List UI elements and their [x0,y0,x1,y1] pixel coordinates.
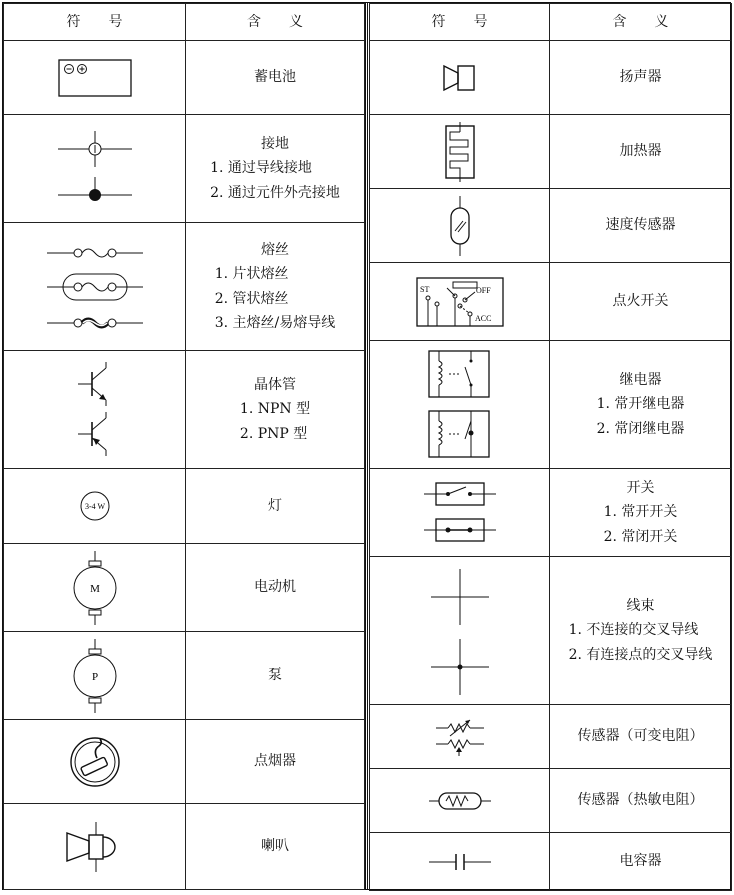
speed-sensor-icon [370,189,550,263]
capacitor-icon [370,833,550,891]
meaning-cell [186,544,365,632]
meaning-title: 熔丝 [261,241,289,258]
motor-symbol-text: M [89,582,100,595]
ignition-acc-label: ACC [474,313,491,323]
thermistor-icon [370,769,550,833]
heater-icon [370,115,550,189]
relay-icon [370,341,550,469]
table-row [4,223,365,351]
left-symbol-table [3,3,365,890]
meaning-item: 1. NPN 型 [239,401,311,418]
meaning-title: 点烟器 [254,753,296,770]
meaning-title: 点火开关 [612,293,669,310]
table-row [4,115,365,223]
meaning-title: 传感器（可变电阻） [577,728,704,745]
table-row [370,833,732,891]
meaning-cell [550,189,732,263]
battery-icon [4,41,186,115]
table-row [4,41,365,115]
meaning-item: 1. 常开继电器 [596,396,685,413]
meaning-title: 开关 [626,479,655,496]
meaning-title: 速度传感器 [605,217,676,234]
meaning-cell [186,632,365,720]
meaning-cell [550,557,732,705]
table-row [4,469,365,544]
meaning-item: 2. PNP 型 [239,425,308,442]
meaning-cell [186,115,365,223]
meaning-title: 加热器 [619,143,662,160]
switch-icon [370,469,550,557]
meaning-item: 2. 常闭继电器 [596,420,685,437]
table-row [370,769,732,833]
meaning-cell [550,115,732,189]
meaning-cell [550,341,732,469]
table-row [370,469,732,557]
right-symbol-table [369,3,732,891]
meaning-item: 1. 常开开关 [603,504,678,521]
wiring-icon [370,557,550,705]
meaning-item: 1. 通过导线接地 [210,160,312,177]
right-header-row [370,4,732,41]
meaning-cell [550,833,732,891]
meaning-title: 扬声器 [619,69,662,86]
meaning-cell [550,469,732,557]
meaning-cell [186,720,365,804]
pump-symbol-text: P [91,670,98,683]
motor-icon [4,544,186,632]
variable-resistor-icon [370,705,550,769]
pump-icon [4,632,186,720]
table-divider [365,2,368,890]
meaning-cell [550,263,732,341]
table-row [370,115,732,189]
meaning-title: 晶体管 [254,376,296,393]
table-row [4,351,365,469]
table-row [370,557,732,705]
meaning-title: 电容器 [619,853,662,870]
ignition-off-label: OFF [475,285,491,295]
meaning-item: 3. 主熔丝/易熔导线 [214,315,336,331]
meaning-item: 1. 片状熔丝 [214,266,289,282]
lamp-symbol-text: 3-4 W [84,502,105,511]
meaning-item: 2. 有连接点的交叉导线 [568,646,713,663]
left-header-row [4,4,365,41]
meaning-cell [186,223,365,351]
table-row [4,804,365,890]
meaning-title: 线束 [626,597,655,614]
meaning-cell [550,41,732,115]
horn-icon [4,804,186,890]
meaning-cell [186,469,365,544]
ignition-switch-icon [370,263,550,341]
meaning-item: 1. 不连接的交叉导线 [568,622,699,639]
meaning-cell [550,769,732,833]
table-row [370,263,732,341]
speaker-icon [370,41,550,115]
transistor-icon [4,351,186,469]
meaning-item: 2. 管状熔丝 [214,290,289,307]
meaning-cell [186,351,365,469]
table-row [4,544,365,632]
meaning-title: 继电器 [619,371,662,388]
lamp-icon [4,469,186,544]
meaning-title: 接地 [261,135,289,152]
table-row [370,341,732,469]
right-header-symbol: 符 号 [370,4,550,41]
table-row [4,720,365,804]
table-row [370,189,732,263]
meaning-title: 电动机 [254,579,296,596]
meaning-title: 喇叭 [261,838,289,855]
meaning-title: 灯 [268,497,282,514]
meaning-item: 2. 常闭开关 [603,528,678,545]
cigar-lighter-icon [4,720,186,804]
left-header-symbol: 符 号 [4,4,186,41]
meaning-title: 传感器（热敏电阻） [577,792,704,809]
meaning-cell [550,705,732,769]
left-header-meaning: 含 义 [186,4,365,41]
table-row [4,632,365,720]
table-row [370,41,732,115]
ignition-st-label: ST [419,284,429,294]
meaning-title: 泵 [268,667,282,684]
meaning-item: 2. 通过元件外壳接地 [210,184,340,201]
meaning-cell [186,804,365,890]
ground-icon [4,115,186,223]
fuse-icon [4,223,186,351]
meaning-cell [186,41,365,115]
meaning-title: 蓄电池 [254,69,296,86]
right-header-meaning: 含 义 [550,4,732,41]
table-row [370,705,732,769]
